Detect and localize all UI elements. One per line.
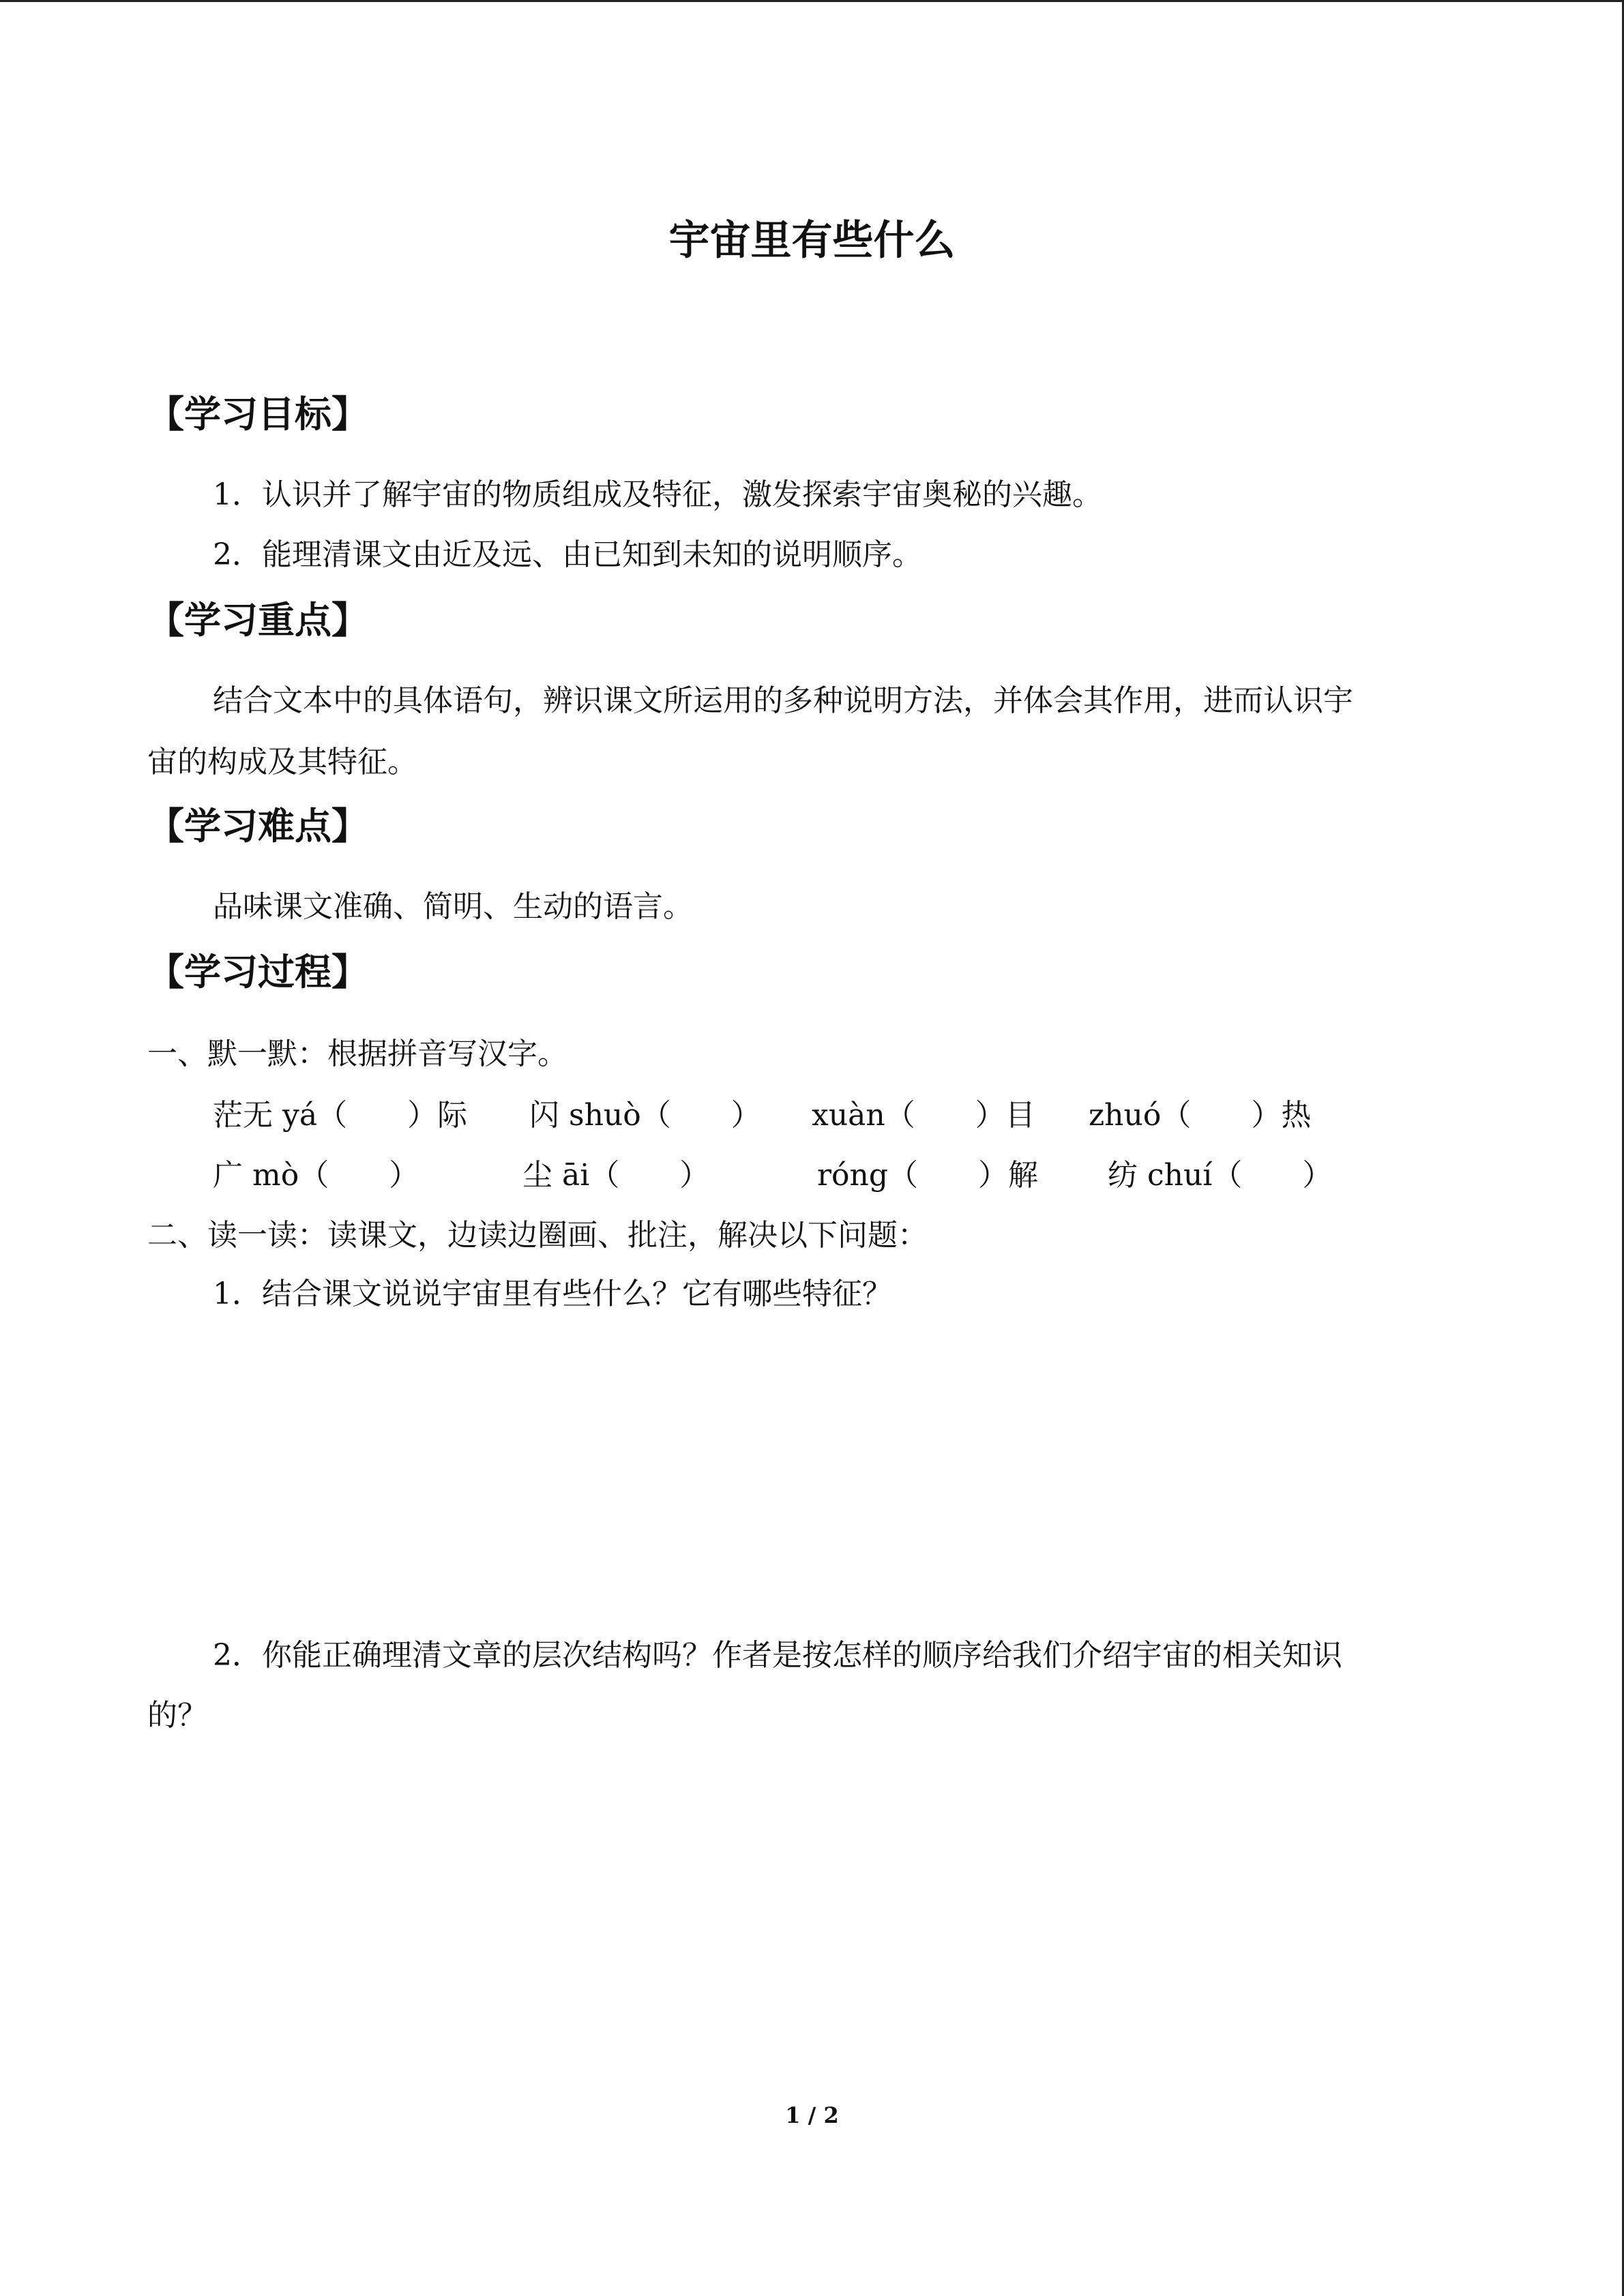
heading-learning-goals: 【学习目标】 [147,393,368,436]
page-border-top [0,0,1624,2]
page-number: 1 / 2 [785,2102,839,2128]
pinyin-item-1: 茫无 yá（ ）际 [213,1098,468,1133]
pinyin-item-3: xuàn（ ）目 [812,1098,1035,1133]
goal-item-1: 1．认识并了解宇宙的物质组成及特征，激发探索宇宙奥秘的兴趣。 [213,477,1102,512]
part1-label: 一、默一默：根据拼音写汉字。 [147,1037,567,1071]
pinyin-item-2: 闪 shuò（ ） [529,1098,761,1133]
goal-item-2: 2．能理清课文由近及远、由已知到未知的说明顺序。 [213,537,922,572]
key-points-line-2: 宙的构成及其特征。 [147,745,417,779]
part2-label: 二、读一读：读课文，边读边圈画、批注，解决以下问题： [147,1218,928,1253]
pinyin-item-4: zhuó（ ）热 [1089,1098,1312,1133]
heading-process: 【学习过程】 [147,951,368,994]
heading-difficulties: 【学习难点】 [147,805,368,848]
pinyin-item-8: 纺 chuí（ ） [1108,1158,1333,1193]
question-2-line-1: 2．你能正确理清文章的层次结构吗？作者是按怎样的顺序给我们介绍宇宙的相关知识 [213,1638,1342,1673]
difficulties-text: 品味课文准确、简明、生动的语言。 [213,889,693,924]
pinyin-item-6: 尘 āi（ ） [522,1158,710,1193]
document-title: 宇宙里有些什么 [668,217,956,265]
question-1: 1．结合课文说说宇宙里有些什么？它有哪些特征？ [213,1277,892,1311]
heading-key-points: 【学习重点】 [147,599,368,642]
question-2-line-2: 的？ [147,1698,207,1733]
pinyin-item-5: 广 mò（ ） [213,1158,419,1193]
pinyin-item-7: róng（ ）解 [817,1158,1039,1193]
key-points-line-1: 结合文本中的具体语句，辨识课文所运用的多种说明方法，并体会其作用，进而认识宇 [213,683,1353,718]
